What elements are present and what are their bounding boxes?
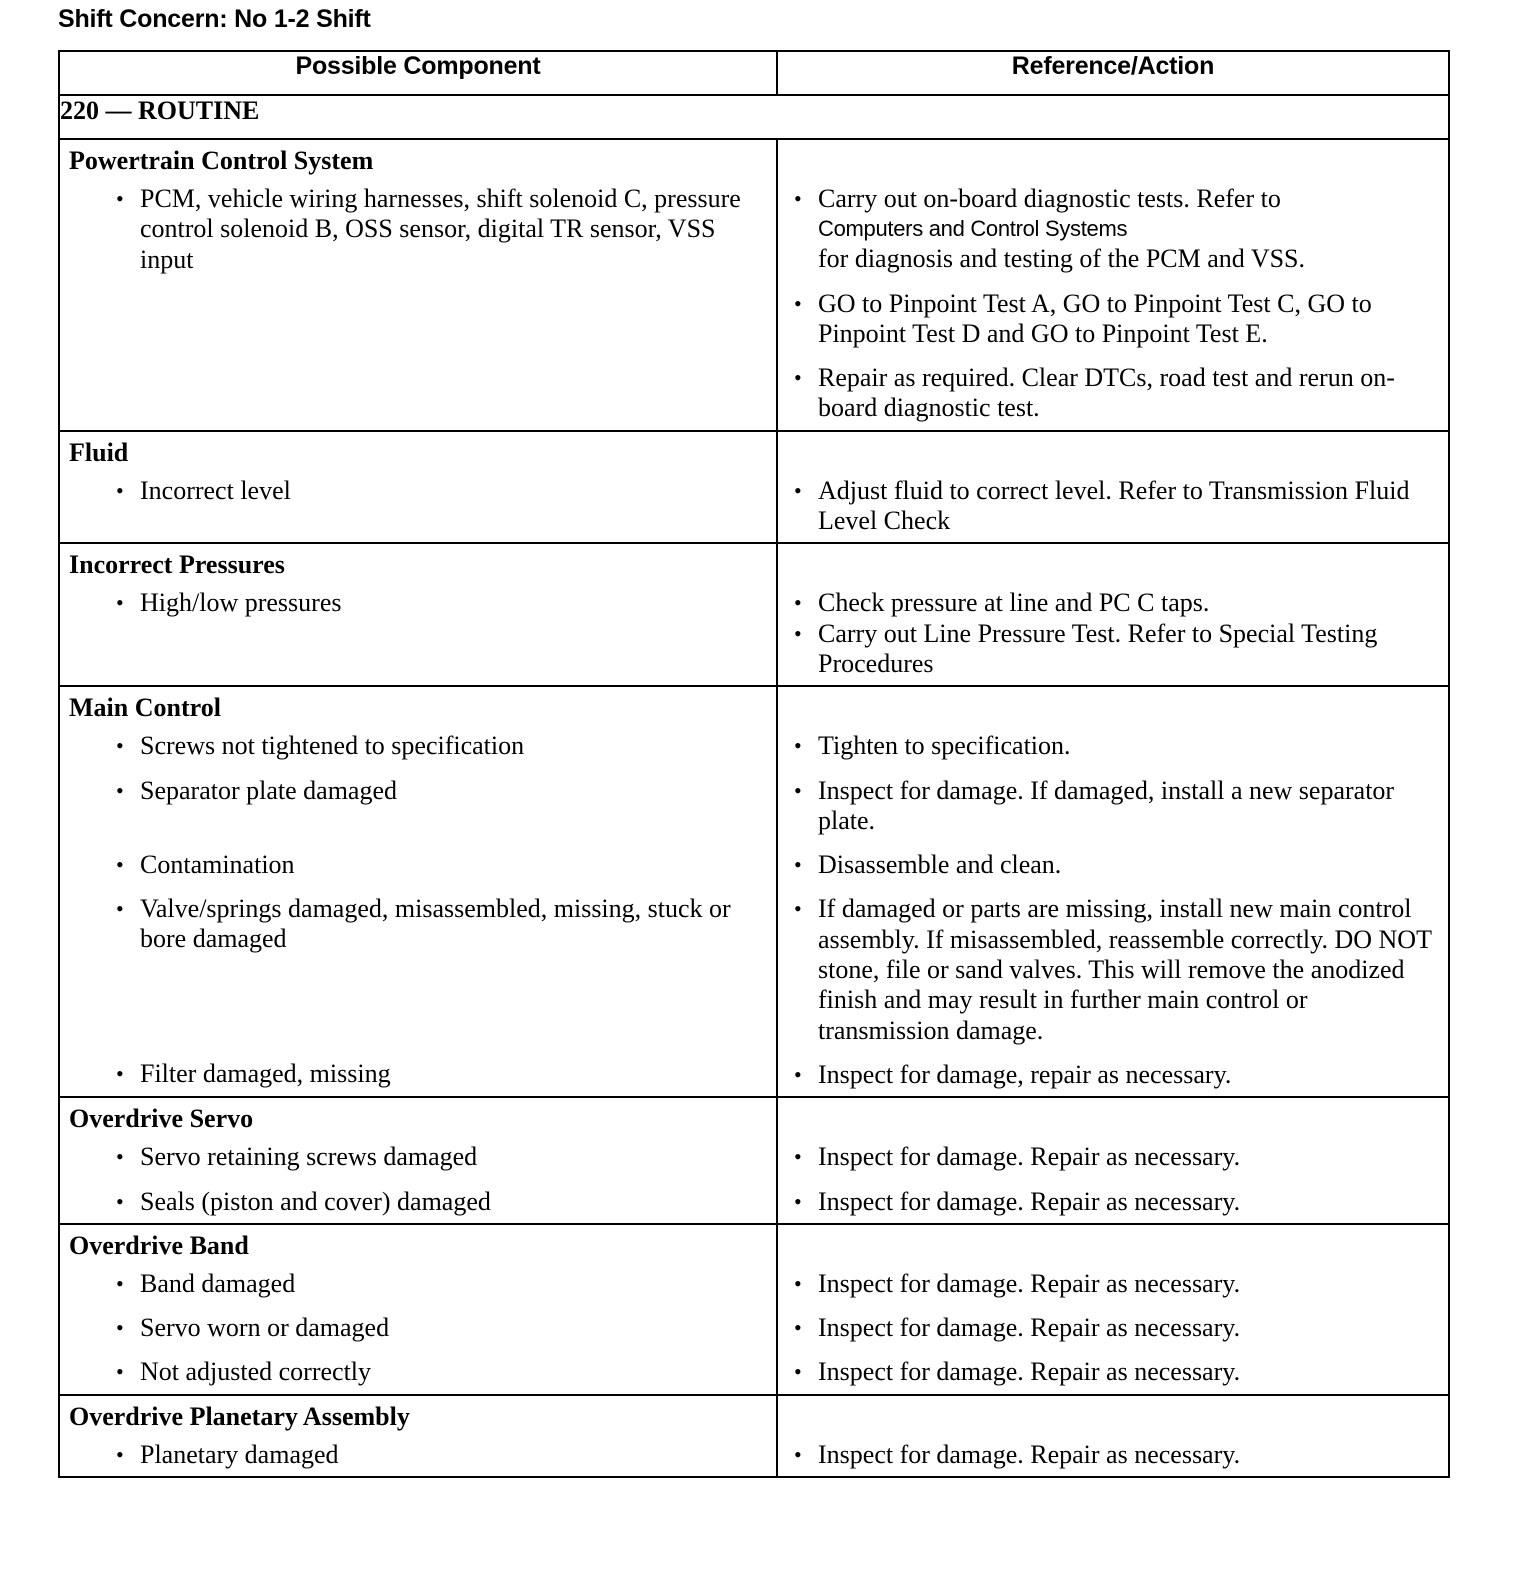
- table-row-fluid: [59, 431, 1449, 544]
- bullet-icon: •: [794, 733, 802, 759]
- group-title: Fluid: [69, 437, 129, 467]
- bullet-icon: •: [116, 1144, 124, 1170]
- action-item: • Inspect for damage. Repair as necessary.: [794, 1186, 1241, 1216]
- component-item: • Servo retaining screws damaged: [116, 1142, 478, 1172]
- bullet-icon: •: [794, 1144, 802, 1170]
- bullet-icon: •: [794, 1315, 802, 1341]
- bullet-icon: •: [794, 1359, 802, 1385]
- bullet-icon: •: [794, 852, 802, 878]
- action-cell: [777, 543, 1449, 686]
- diagnostic-table: [58, 50, 1450, 1478]
- component-cell: [59, 431, 777, 544]
- table-row-overdrive-planetary-assembly: [59, 1395, 1449, 1477]
- action-item: • GO to Pinpoint Test A, GO to Pinpoint Test C, GO to Pinpoint Test D and GO to Pinpoint Test E.: [794, 288, 1372, 348]
- action-cell: [777, 1097, 1449, 1224]
- component-item: • Band damaged: [116, 1268, 296, 1298]
- reference-link-computers-and-control-systems[interactable]: Computers and Control Systems: [818, 216, 1128, 242]
- routine-row: [59, 95, 1449, 139]
- component-item: • Incorrect level: [116, 475, 291, 505]
- action-item: • Inspect for damage. Repair as necessary.: [794, 1268, 1241, 1298]
- action-item: • Inspect for damage, repair as necessary.: [794, 1059, 1232, 1089]
- page-title: Shift Concern: No 1-2 Shift: [58, 5, 371, 33]
- component-item: • Servo worn or damaged: [116, 1313, 390, 1343]
- table-row-powertrain-control-system: [59, 139, 1449, 431]
- component-cell: [59, 1097, 777, 1224]
- bullet-icon: •: [116, 1270, 124, 1296]
- bullet-icon: •: [116, 851, 124, 877]
- bullet-icon: •: [116, 1061, 124, 1087]
- action-item: • Tighten to specification.: [794, 731, 1071, 761]
- bullet-icon: •: [794, 590, 802, 616]
- action-item: • Inspect for damage. Repair as necessary.: [794, 1439, 1241, 1469]
- bullet-icon: •: [116, 777, 124, 803]
- bullet-icon: •: [116, 1188, 124, 1214]
- component-item: • Contamination: [116, 849, 295, 879]
- action-item: • If damaged or parts are missing, install new main control assembly. If misassembled, reassemble correctly. DO NOT stone, file or sand valves. This will remove the anodized finish and may result in further main control or transmission damage.: [794, 894, 1432, 1045]
- table-row-overdrive-band: [59, 1224, 1449, 1395]
- column-header-reference-action: Reference/Action: [777, 51, 1449, 95]
- action-cell: [777, 1224, 1449, 1395]
- bullet-icon: •: [794, 620, 802, 646]
- bullet-icon: •: [116, 1441, 124, 1467]
- action-item: • Inspect for damage. Repair as necessary.: [794, 1142, 1241, 1172]
- component-item: • PCM, vehicle wiring harnesses, shift solenoid C, pressure control solenoid B, OSS sensor, digital TR sensor, VSS input: [116, 184, 741, 274]
- bullet-icon: •: [794, 896, 802, 922]
- bullet-icon: •: [794, 477, 802, 503]
- action-item: • Carry out on-board diagnostic tests. Refer to Computers and Control Systems for diagnosis and testing of the PCM and VSS.: [778, 184, 1448, 275]
- component-item: • Seals (piston and cover) damaged: [116, 1186, 491, 1216]
- bullet-icon: •: [116, 896, 124, 922]
- group-title: Overdrive Servo: [69, 1104, 254, 1134]
- component-item: • Separator plate damaged: [116, 775, 397, 805]
- table-row-incorrect-pressures: [59, 543, 1449, 686]
- bullet-icon: •: [794, 777, 802, 803]
- component-cell: [59, 139, 777, 431]
- bullet-icon: •: [794, 1270, 802, 1296]
- action-item: • Check pressure at line and PC C taps.: [794, 588, 1210, 618]
- component-cell: [59, 543, 777, 686]
- bullet-icon: •: [794, 290, 802, 316]
- action-item: • Repair as required. Clear DTCs, road test and rerun on-board diagnostic test.: [794, 363, 1395, 423]
- group-title: Incorrect Pressures: [69, 550, 285, 580]
- bullet-icon: •: [116, 186, 124, 211]
- action-cell: [777, 1395, 1449, 1477]
- action-item: • Inspect for damage. Repair as necessary.: [794, 1357, 1241, 1387]
- routine-label: 220 — ROUTINE: [59, 95, 1449, 139]
- group-title: Overdrive Planetary Assembly: [69, 1401, 410, 1431]
- bullet-icon: •: [794, 1061, 802, 1087]
- component-cell: [59, 686, 777, 1097]
- component-item: • Screws not tightened to specification: [116, 731, 525, 761]
- action-cell: [777, 686, 1449, 1097]
- action-item: • Carry out Line Pressure Test. Refer to Special Testing Procedures: [794, 618, 1378, 678]
- bullet-icon: •: [794, 1441, 802, 1467]
- table-row-overdrive-servo: [59, 1097, 1449, 1224]
- action-cell: [777, 139, 1449, 431]
- group-title: Powertrain Control System: [69, 146, 374, 175]
- header-row: [59, 51, 1449, 95]
- action-item: • Inspect for damage. If damaged, install a new separator plate.: [794, 775, 1395, 835]
- bullet-icon: •: [794, 1188, 802, 1214]
- component-item: • Planetary damaged: [116, 1439, 339, 1469]
- action-item: • Adjust fluid to correct level. Refer to Transmission Fluid Level Check: [794, 475, 1410, 536]
- action-cell: [777, 431, 1449, 544]
- bullet-icon: •: [116, 590, 124, 616]
- component-cell: [59, 1224, 777, 1395]
- component-item: • High/low pressures: [116, 588, 342, 618]
- bullet-icon: •: [116, 1315, 124, 1341]
- action-item: • Disassemble and clean.: [794, 850, 1062, 880]
- bullet-icon: •: [794, 186, 802, 211]
- bullet-icon: •: [116, 733, 124, 759]
- action-item: • Inspect for damage. Repair as necessary.: [794, 1313, 1241, 1343]
- table-row-main-control: [59, 686, 1449, 1097]
- component-cell: [59, 1395, 777, 1477]
- group-title: Overdrive Band: [69, 1230, 249, 1260]
- group-title: Main Control: [69, 693, 221, 723]
- component-item: • Not adjusted correctly: [116, 1357, 372, 1387]
- bullet-icon: •: [794, 365, 802, 391]
- column-header-possible-component: Possible Component: [59, 51, 777, 95]
- bullet-icon: •: [116, 1359, 124, 1385]
- component-item: • Filter damaged, missing: [116, 1059, 391, 1089]
- component-item: • Valve/springs damaged, misassembled, missing, stuck or bore damaged: [116, 894, 731, 954]
- bullet-icon: •: [116, 477, 124, 503]
